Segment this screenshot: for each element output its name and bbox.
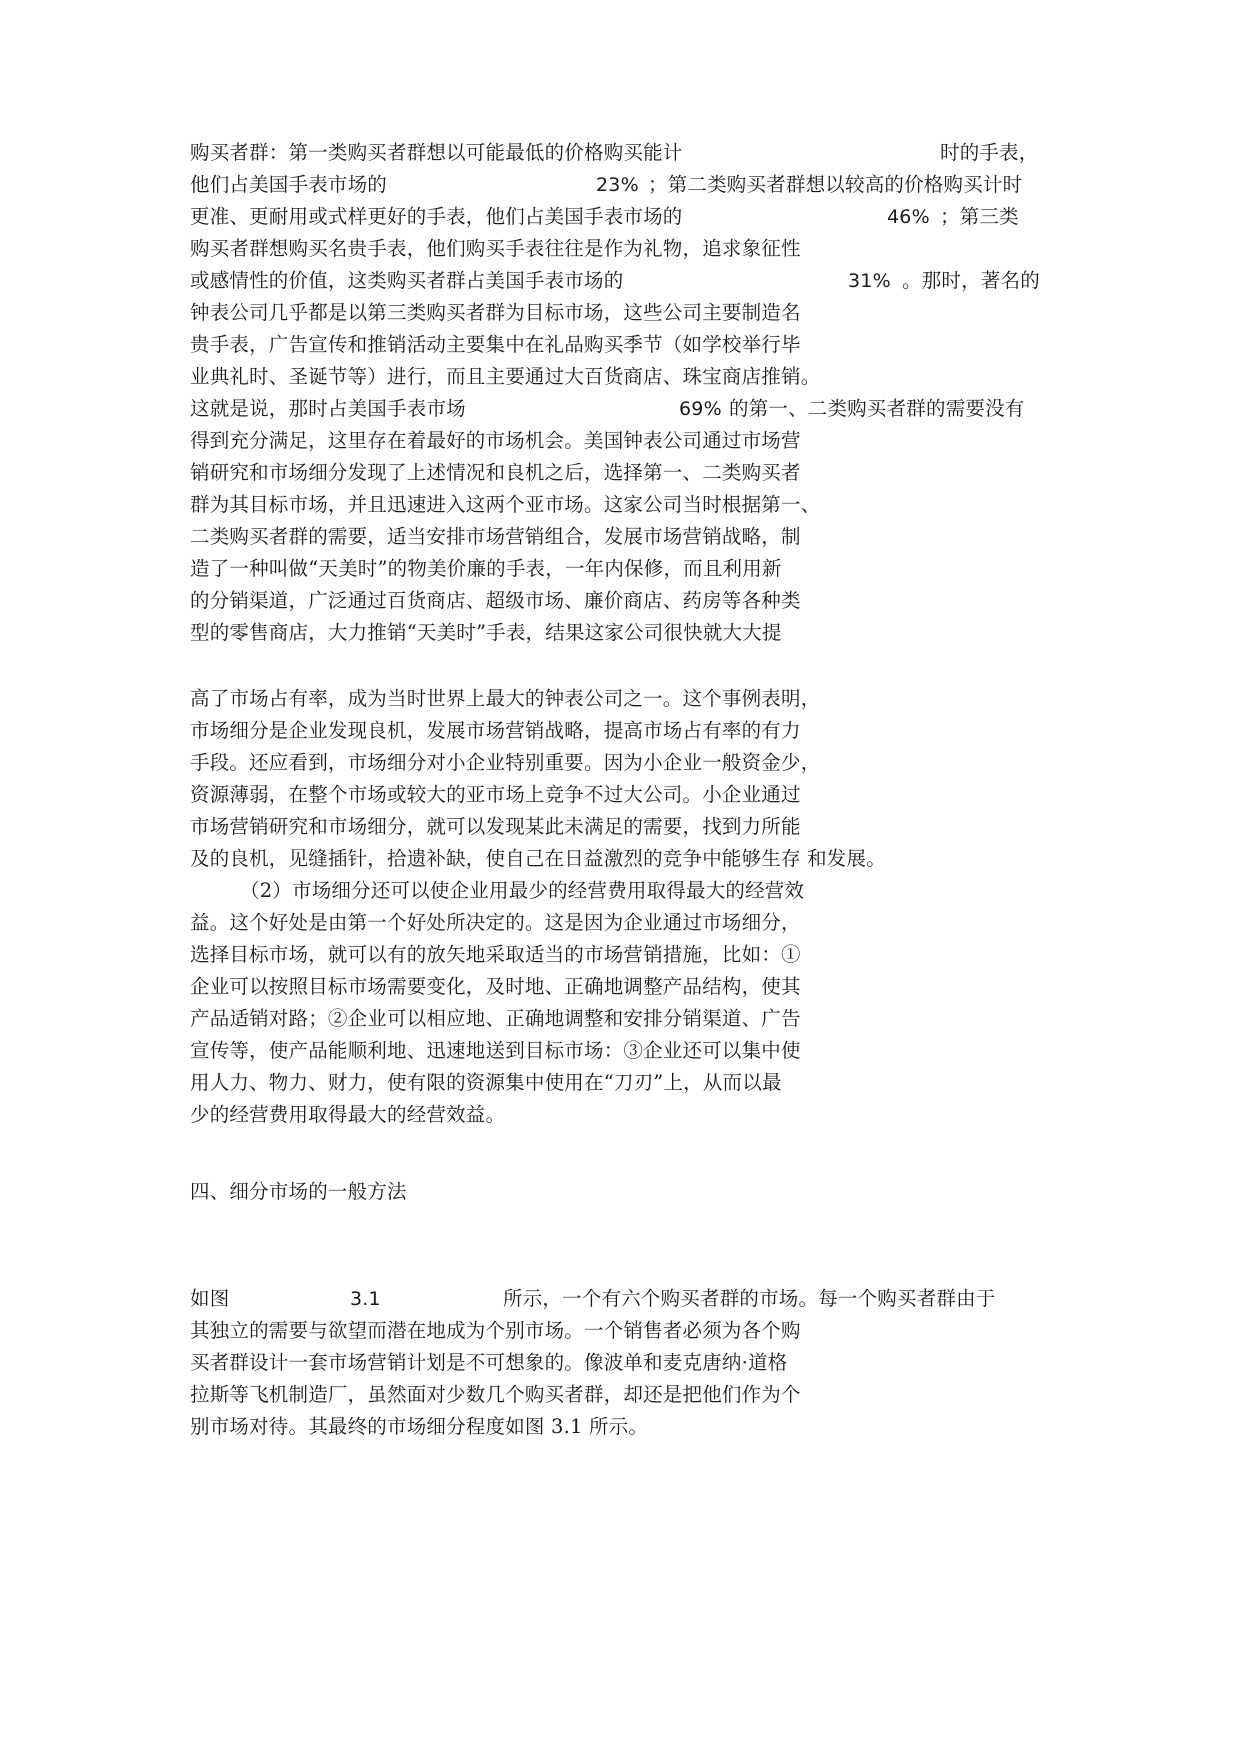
text-line: 市场营销研究和市场细分，就可以发现某此未满足的需要，找到力所能 (190, 815, 801, 838)
text-line: 别市场对待。其最终的市场细分程度如图 3.1 所示。 (190, 1415, 649, 1438)
text-line: 拉斯等飞机制造厂，虽然面对少数几个购买者群，却还是把他们作为个 (190, 1383, 801, 1406)
line-text-tail: ；第三类 (940, 205, 1019, 228)
section-heading: 四、细分市场的一般方法 (190, 1180, 407, 1203)
line-text: 业典礼时、圣诞节等）进行，而且主要通过大百货商店、珠宝商店推销。 (190, 365, 821, 388)
line-text: 贵手表，广告宣传和推销活动主要集中在礼品购买季节（如学校举行毕 (190, 333, 801, 356)
text-line: （2）市场细分还可以使企业用最少的经营费用取得最大的经营效 (240, 879, 805, 902)
line-text-tail: 所示，一个有六个购买者群的市场。每一个购买者群由于 (503, 1287, 996, 1310)
text-line: 高了市场占有率，成为当时世界上最大的钟表公司之一。这个事例表明， (190, 687, 821, 710)
text-line: 宣传等，使产品能顺利地、迅速地送到目标市场：③企业还可以集中使 (190, 1039, 801, 1062)
text-line: 少的经营费用取得最大的经营效益。 (190, 1103, 506, 1126)
percentage-value: 46% (887, 206, 930, 228)
line-text: 如图 (190, 1287, 230, 1310)
line-text: 他们占美国手表市场的 (190, 173, 388, 196)
line-text: 购买者群：第一类购买者群想以可能最低的价格购买能计 (190, 141, 683, 164)
line-text: 得到充分满足，这里存在着最好的市场机会。美国钟表公司通过市场营 (190, 429, 801, 452)
text-line: 选择目标市场，就可以有的放矢地采取适当的市场营销措施，比如：① (190, 943, 801, 966)
figure-number: 3.1 (350, 1288, 381, 1310)
text-line: 企业可以按照目标市场需要变化，及时地、正确地调整产品结构，使其 (190, 975, 801, 998)
line-text-tail: ；第二类购买者群想以较高的价格购买计时 (648, 173, 1023, 196)
line-text-tail: 。那时，著名的 (902, 269, 1040, 292)
text-line: 用人力、物力、财力，使有限的资源集中使用在“刀刃”上，从而以最 (190, 1071, 782, 1094)
percentage-value: 23% (596, 174, 639, 196)
line-text: 这就是说，那时占美国手表市场 (190, 397, 466, 420)
line-text-tail: 时的手表， (940, 141, 1039, 164)
line-text: 购买者群想购买名贵手表，他们购买手表往往是作为礼物，追求象征性 (190, 237, 801, 260)
text-line: 其独立的需要与欲望而潜在地成为个别市场。一个销售者必须为各个购 (190, 1319, 801, 1342)
text-line: 及的良机，见缝插针，拾遗补缺，使自己在日益激烈的竞争中能够生存 和发展。 (190, 847, 886, 870)
text-line: 手段。还应看到，市场细分对小企业特别重要。因为小企业一般资金少， (190, 751, 821, 774)
line-text: 造了一种叫做“天美时”的物美价廉的手表，一年内保修，而且利用新 (190, 557, 782, 580)
line-text-tail: 的第一、二类购买者群的需要没有 (729, 397, 1025, 420)
line-text: 或感情性的价值，这类购买者群占美国手表市场的 (190, 269, 624, 292)
line-text: 销研究和市场细分发现了上述情况和良机之后，选择第一、二类购买者 (190, 461, 801, 484)
text-line: 资源薄弱，在整个市场或较大的亚市场上竞争不过大公司。小企业通过 (190, 783, 801, 806)
percentage-value: 69% (679, 398, 722, 420)
line-text: 钟表公司几乎都是以第三类购买者群为目标市场，这些公司主要制造名 (190, 301, 801, 324)
percentage-value: 31% (848, 270, 891, 292)
text-line: 买者群设计一套市场营销计划是不可想象的。像波单和麦克唐纳·道格 (190, 1351, 788, 1374)
line-text: 的分销渠道，广泛通过百货商店、超级市场、廉价商店、药房等各种类 (190, 589, 801, 612)
text-line: 益。这个好处是由第一个好处所决定的。这是因为企业通过市场细分， (190, 911, 801, 934)
text-line: 产品适销对路；②企业可以相应地、正确地调整和安排分销渠道、广告 (190, 1007, 801, 1030)
text-line: 市场细分是企业发现良机，发展市场营销战略，提高市场占有率的有力 (190, 719, 801, 742)
line-text: 二类购买者群的需要，适当安排市场营销组合，发展市场营销战略，制 (190, 525, 801, 548)
line-text: 群为其目标市场，并且迅速进入这两个亚市场。这家公司当时根据第一、 (190, 493, 821, 516)
line-text: 更准、更耐用或式样更好的手表，他们占美国手表市场的 (190, 205, 683, 228)
line-text: 型的零售商店，大力推销“天美时”手表，结果这家公司很快就大大提 (190, 621, 782, 644)
